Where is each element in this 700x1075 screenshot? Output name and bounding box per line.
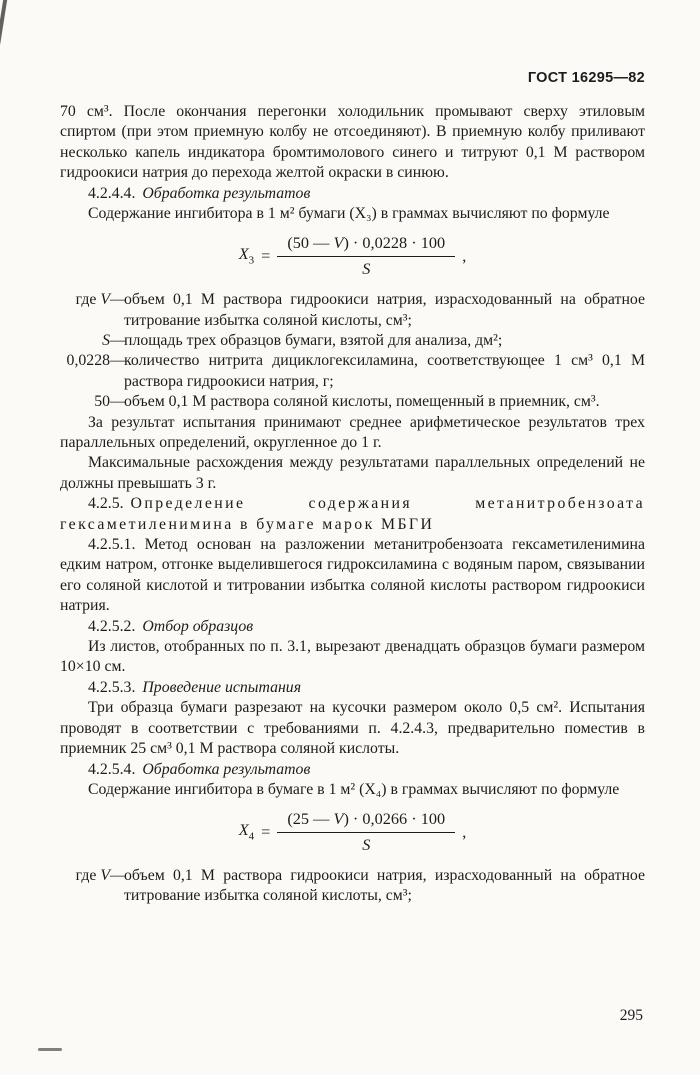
where-description: площадь трех образцов бумаги, взятой для анализа, дм²; (124, 331, 503, 349)
heading-number: 4.2.5.4. (88, 760, 136, 778)
fraction (277, 233, 455, 279)
equals-sign: = (261, 246, 271, 266)
formula-x3 (60, 233, 645, 279)
formula-comma: , (462, 246, 467, 266)
where-term: 0,0228 (66, 352, 110, 370)
section-heading-4-2-5-3 (60, 678, 645, 698)
dash: — (110, 867, 126, 885)
where-description: объем 0,1 М раствора соляной кислоты, помещенный в приемник, см³. (124, 393, 600, 411)
body-paragraph: Три образца бумаги разрезают на кусочки размером около 0,5 см². Испытания проводят в соответствии с требованиями п. 4.2.4.3, предварительно поместив в приемник 25 см³ 0,1 М раствора соляной кислоты. (60, 699, 645, 758)
page-header (60, 70, 645, 86)
dash: — (110, 393, 126, 411)
heading-number: 4.2.5.3. (88, 678, 136, 696)
where-term: где V (75, 291, 110, 309)
body-paragraph: Из листов, отобранных по п. 3.1, вырезают двенадцать образцов бумаги размером 10×10 см. (60, 638, 645, 676)
page-footer (620, 1007, 643, 1025)
heading-title-spaced: Определение содержания метанитробензоата гексаметиленимина в бумаге марок МБГИ (60, 495, 645, 533)
formula-variable: V (333, 809, 344, 829)
document-body (60, 102, 645, 907)
formula-subscript: 4 (248, 830, 255, 843)
paragraph-continuation: 70 см³. После окончания перегонки холодильник промывают сверху этиловым спиртом (при этом приемную колбу не отсоединяют). В приемную колбу приливают несколько капель индикатора бромтимолового синего и титруют 0,1 М раствором гидроокиси натрия до перехода желтой окраски в синюю. (60, 103, 645, 182)
heading-title: Отбор образцов (142, 617, 254, 635)
where-row (42, 290, 645, 331)
equals-sign: = (261, 821, 271, 841)
formula-variable: X (238, 820, 249, 840)
where-term: где V (75, 867, 110, 885)
body-paragraph: 4.2.5.1. Метод основан на разложении метанитробензоата гексаметиленимина едким натром, отгонке выделившегося гидроксиламина с водяным паром, связывании его соляной кислотой и титровании избытка соляной кислоты раствором гидроокиси натрия. (60, 536, 645, 615)
body-paragraph: Содержание ингибитора в бумаге в 1 м² (X₄) в граммах вычисляют по формуле (88, 780, 620, 798)
heading-title: Проведение испытания (142, 678, 302, 696)
where-description: объем 0,1 М раствора гидроокиси натрия, израсходованный на обратное титрование избытка соляной кислоты, см³; (124, 291, 645, 329)
formula-lhs (239, 820, 254, 844)
formula-lhs (239, 244, 254, 268)
formula-comma: , (462, 821, 467, 841)
where-list-2 (42, 866, 645, 907)
where-description: количество нитрита дициклогексиламина, соответствующее 1 см³ 0,1 М раствора гидроокиси натрия, г; (124, 352, 645, 390)
fraction-numerator: (50 — V) · 0,0228 · 100 (277, 233, 455, 256)
heading-number: 4.2.4.4. (88, 184, 136, 202)
dash: — (110, 352, 126, 370)
heading-number: 4.2.5.2. (88, 617, 136, 635)
where-list-1 (42, 290, 645, 412)
scan-artifact-bottom-left (38, 1048, 62, 1051)
heading-title: Обработка результатов (142, 760, 311, 778)
where-description: объем 0,1 М раствора гидроокиси натрия, израсходованный на обратное титрование избытка соляной кислоты, см³; (124, 867, 645, 905)
fraction (277, 809, 455, 855)
section-heading-4-2-5-2 (60, 617, 645, 637)
where-row (42, 351, 645, 392)
where-row (42, 392, 645, 412)
section-heading-4-2-5-4 (60, 760, 645, 780)
scan-artifact-top-left (0, 0, 8, 46)
dash: — (110, 291, 126, 309)
gost-number: ГОСТ 16295—82 (527, 70, 645, 86)
fraction-denominator: S (362, 258, 371, 278)
body-paragraph: За результат испытания принимают среднее арифметическое результатов трех параллельных определений, округленное до 1 г. (60, 413, 645, 451)
formula-variable: V (333, 233, 344, 253)
dash: — (110, 331, 126, 349)
formula-variable: X (238, 244, 249, 264)
section-heading-4-2-4-4 (60, 184, 645, 204)
where-row (42, 331, 645, 351)
where-term: S (102, 331, 110, 349)
body-paragraph: Максимальные расхождения между результатами параллельных определений не должны превышать 3 г. (60, 454, 645, 492)
heading-title: Обработка результатов (142, 184, 311, 202)
body-paragraph: Содержание ингибитора в 1 м² бумаги (X₃) в граммах вычисляют по формуле (88, 205, 610, 223)
formula-subscript: 3 (248, 254, 255, 267)
fraction-numerator: (25 — V) · 0,0266 · 100 (277, 809, 455, 832)
section-heading-4-2-5 (60, 494, 645, 535)
fraction-denominator: S (362, 834, 371, 854)
where-term: 50 (94, 393, 110, 411)
page-number: 295 (619, 1007, 643, 1024)
heading-number: 4.2.5. (88, 495, 124, 513)
where-row (42, 866, 645, 907)
formula-x4 (60, 809, 645, 855)
